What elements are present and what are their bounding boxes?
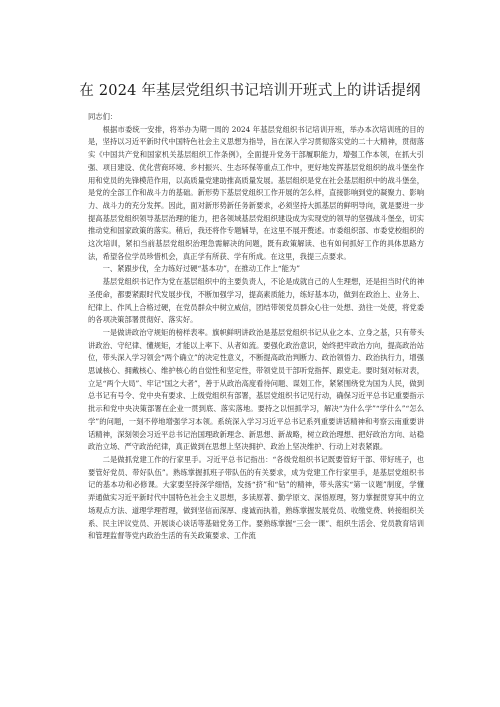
document-title: 在 2024 年基层党组织书记培训开班式上的讲话提纲 bbox=[79, 83, 421, 99]
paragraph-point-2: 二是做抓党建工作的行家里手。习近平总书记指出：“各级党组织书记既要管好干部、带好班子，也要管好党员、带好队伍”。熟练掌握抓班子带队伍的有关要求，成为党建工作行家里手，是基层党组织书记的基本功和必修课。大家要坚持深学细悟，发扬“挤”和“钻”的精神，带头落实“第一议题”制度，学懂弄通做实习近平新时代中国特色社会主义思想，多读原著、勤学原文、深悟原理，努力掌握贯穿其中的立场观点方法、道理学理哲理，做到坚信而深厚、虔诚而执着，熟练掌握发展党员、收缴党费、转接组织关系、民主评议党员、开展谈心谈话等基础党务工作。要熟练掌握“三会一课”、组织生活会、党员教育培训和管理监督等党内政治生活的有关政策要求、工作流 bbox=[88, 454, 424, 541]
paragraph-intro: 根据市委统一安排，将举办为期一周的 2024 年基层党组织书记培训开班，举办本次培训班的目的是，坚持以习近平新时代中国特色社会主义思想为指导，旨在深入学习贯彻落实党的二十大精神，贯彻落实《中国共产党和国家机关基层组织工作条例》，全面提升党务干部履职能力，增强工作本领，在抓大引强、项目建设、优化营商环境、乡村振兴、生态环保等重点工作中，更好地发挥基层党组织的战斗堡垒作用和党员的先锋模范作用，以高质量党建助推高质量发展。基层组织是党在社会基层组织中的战斗堡垒，是党的全部工作和战斗力的基础。新形势下基层党组织工作开展的怎么样，直接影响到党的凝聚力、影响力、战斗力的充分发挥。因此，面对新形势新任务新要求，必须坚持大抓基层的鲜明导向，就是要进一步提高基层党组织领导基层治理的能力，把各领域基层党组织建设成为实现党的领导的坚强战斗堡垒，切实推动党和国家政策的落实。稍后，我还将作专题辅导，在这里不展开赘述。市委组织部、市委党校组织的这次培训，紧扣当前基层党组织治理急需解决的问题，既有政策解读、也有如何抓好工作的具体思路方法，希望各位学员珍惜机会，真正学有所获、学有所成。在这里，我提三点要求。 bbox=[88, 124, 424, 261]
section-heading-1: 一、紧跟步伐，全力练好过硬“基本功”，在推动工作上“能为” bbox=[102, 264, 300, 274]
salutation: 同志们： bbox=[88, 112, 118, 121]
paragraph-section-1: 基层党组织书记作为党在基层组织中的主要负责人，不论是成就自己的人生理想，还是担当时代的神圣使命，都要紧跟时代发展步伐，不断加强学习，提高素质能力，练好基本功，做到在政治上、业务上、纪律上、作风上合格过硬，在党员群众中树立威信，团结带领党员群众心往一处想、劲往一处使，将党委的各项决策部署贯彻好、落实好。 bbox=[88, 277, 424, 325]
paragraph-point-1: 一是做讲政治守规矩的榜样表率。旗帜鲜明讲政治是基层党组织书记从业之本、立身之基，只有带头讲政治、守纪律、懂规矩，才能以上率下、从者如流。要强化政治意识，始终把牢政治方向，提高政治站位，带头深入学习领会“两个确立”的决定性意义，不断提高政治判断力、政治领悟力、政治执行力，增强思诚核心、拥戴核心、维护核心的自觉性和坚定性，带领党员干部听党指挥、跟党走。要时刻对标对表，立足“两个大局”、牢记“国之大者”，善于从政治高度看待问题、谋划工作，紧紧围绕党为国为人民，做到总书记有号令、党中央有要求、上级党组织有部署，基层党组织书记见行动，确保习近平总书记重要指示批示和党中央决策部署在企业一贯到底、落实落地。要持之以恒抓学习，解决“为什么学”“学什么”“怎么学”的问题，一刻不停地增强学习本领。系统深入学习习近平总书记系列重要讲话精神和考察云南重要讲话精神，深刻领会习近平总书记治国理政新理念、新思想、新战略，树立政治理想、把好政治方向、站稳政治立场、严守政治纪律，真正做到在思想上坚决拥护、政治上坚决维护、行动上对表紧跟。 bbox=[88, 327, 424, 452]
document-body bbox=[88, 111, 424, 543]
